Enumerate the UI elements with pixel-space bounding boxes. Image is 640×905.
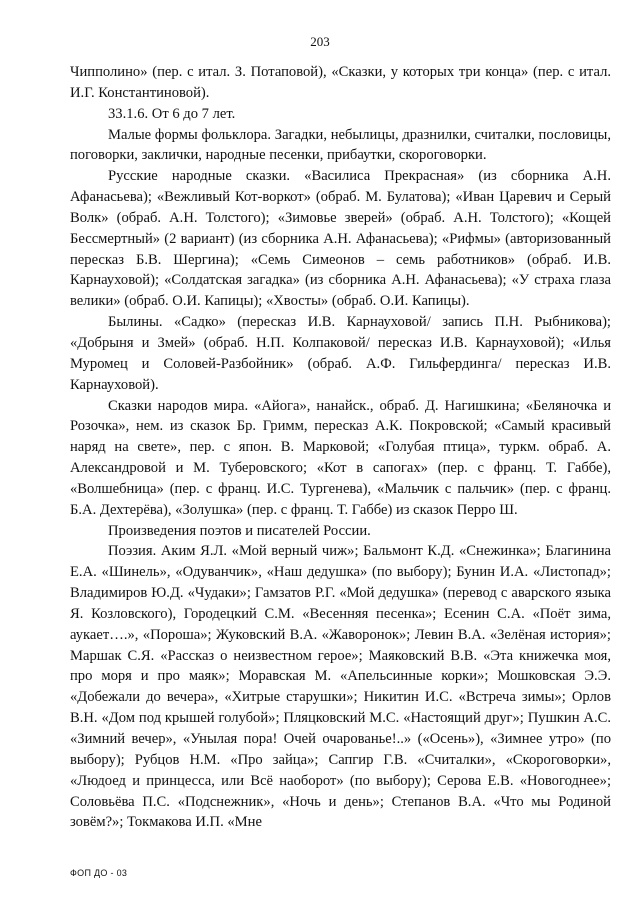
document-body <box>70 62 611 833</box>
paragraph-poetry: Поэзия. Аким Я.Л. «Мой верный чиж»; Бальмонт К.Д. «Снежинка»; Благинина Е.А. «Шинель», «Одуванчик», «Наш дедушка» (по выбору); Бунин И.А. «Листопад»; Владимиров Ю.Д. «Чудаки»; Гамзатов Р.Г. «Мой дедушка» (перевод с аварского языка Я. Козловского), Городецкий С.М. «Весенняя песенка»; Есенин С.А. «Поёт зима, аукает….», «Пороша»; Жуковский В.А. «Жаворонок»; Левин В.А. «Зелёная история»; Маршак С.Я. «Рассказ о неизвестном герое»; Маяковский В.В. «Эта книжечка моя, про моря и про маяк»; Моравская М. «Апельсинные корки»; Мошковская Э.Э. «Добежали до вечера», «Хитрые старушки»; Никитин И.С. «Встреча зимы»; Орлов В.Н. «Дом под крышей голубой»; Пляцковский М.С. «Настоящий друг»; Пушкин А.С. «Зимний вечер», «Унылая пора! Очей очарованье!..» («Осень»), «Зимнее утро» (по выбору); Рубцов Н.М. «Про зайца»; Сапгир Г.В. «Считалки», «Скороговорки», «Людоед и принцесса, или Всё наоборот» (по выбору); Серова Е.В. «Новогоднее»; Соловьёва П.С. «Подснежник», «Ночь и день»; Степанов В.А. «Что мы Родиной зовём?»; Токмакова И.П. «Мне <box>70 543 611 831</box>
paragraph-byliny: Былины. «Садко» (пересказ И.В. Карнауховой/ запись П.Н. Рыбникова); «Добрыня и Змей» (обраб. Н.П. Колпаковой/ пересказ И.В. Карнауховой); «Илья Муромец и Соловей-Разбойник» (обраб. А.Ф. Гильфердинга/ пересказ И.В. Карнауховой). <box>70 314 611 393</box>
section-heading-age-6-7: 33.1.6. От 6 до 7 лет. <box>108 105 236 122</box>
paragraph-russian-authors: Произведения поэтов и писателей России. <box>108 522 371 539</box>
paragraph-continuation: Чипполино» (пер. с итал. З. Потаповой), «Сказки, у которых три конца» (пер. с итал. И.Г. Константиновой). <box>70 64 611 101</box>
paragraph-folklore: Малые формы фольклора. Загадки, небылицы, дразнилки, считалки, пословицы, поговорки, заклички, народные песенки, прибаутки, скороговорки. <box>70 126 611 164</box>
paragraph-world-tales: Сказки народов мира. «Айога», нанайск., обраб. Д. Нагишкина; «Беляночка и Розочка», нем. из сказок Бр. Гримм, пересказ А.К. Покровской; «Самый красивый наряд на свете», пер. с япон. В. Марковой; «Голубая птица», туркм. обраб. А. Александровой и М. Туберовского; «Кот в сапогах» (пер. с франц. Т. Габбе), «Волшебница» (пер. с франц. И.С. Тургенева), «Мальчик с пальчик» (пер. с франц. Б.А. Дехтерёва), «Золушка» (пер. с франц. Т. Габбе) из сказок Перро Ш. <box>70 397 611 518</box>
page-number: 203 <box>310 34 330 49</box>
document-code-footer: ФОП ДО - 03 <box>70 868 128 878</box>
paragraph-russian-tales: Русские народные сказки. «Василиса Прекрасная» (из сборника А.Н. Афанасьева); «Вежливый Кот-воркот» (обраб. М. Булатова); «Иван Царевич и Серый Волк» (обраб. А.Н. Толстого); «Зимовье зверей» (обраб. А.Н. Толстого); «Кощей Бессмертный» (2 вариант) (из сборника А.Н. Афанасьева); «Рифмы» (авторизованный пересказ Б.В. Шергина); «Семь Симеонов – семь работников» (обраб. И.В. Карнауховой); «Солдатская загадка» (из сборника А.Н. Афанасьева); «У страха глаза велики» (обраб. О.И. Капицы); «Хвосты» (обраб. О.И. Капицы). <box>70 168 611 310</box>
